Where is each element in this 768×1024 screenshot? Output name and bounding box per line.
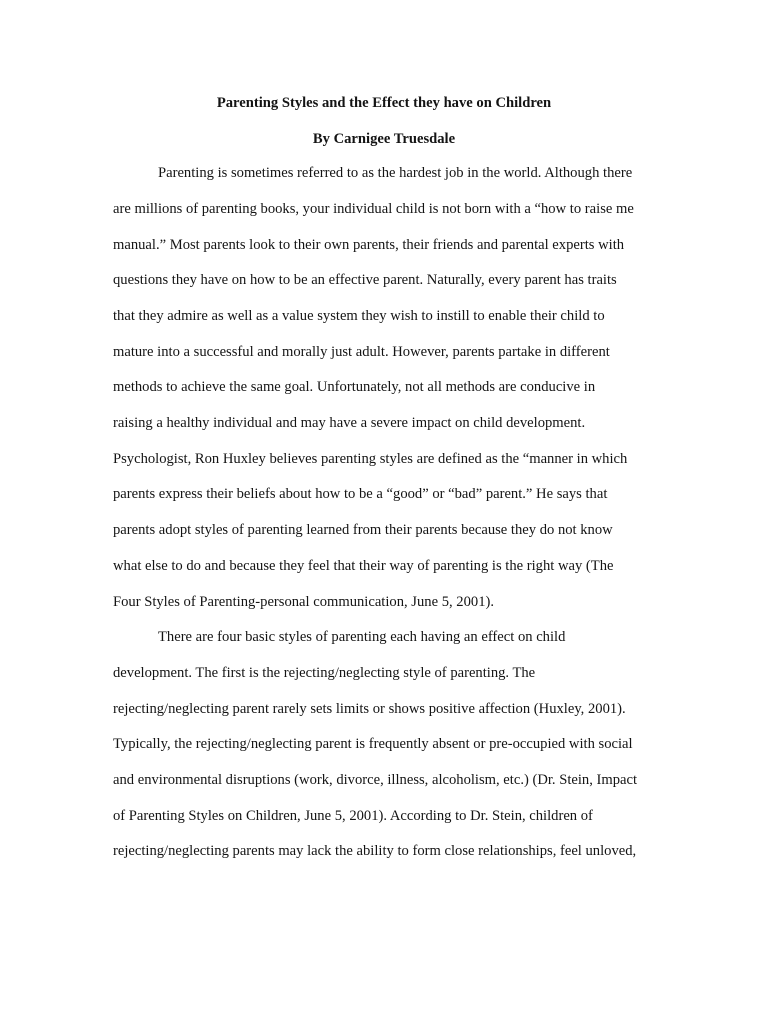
text-line: parents express their beliefs about how to be a “good” or “bad” parent.” He says that [113, 486, 608, 502]
text-line: parents adopt styles of parenting learned from their parents because they do not know [113, 522, 613, 538]
text-line: what else to do and because they feel that their way of parenting is the right way (The [113, 558, 614, 574]
text-line: There are four basic styles of parenting each having an effect on child [158, 629, 566, 645]
text-line: methods to achieve the same goal. Unfortunately, not all methods are conducive in [113, 379, 596, 395]
text-line: and environmental disruptions (work, divorce, illness, alcoholism, etc.) (Dr. Stein, Impact [113, 772, 638, 788]
text-line: are millions of parenting books, your individual child is not born with a “how to raise me [113, 201, 634, 217]
text-line: Typically, the rejecting/neglecting parent is frequently absent or pre-occupied with social [113, 736, 633, 752]
text-line: mature into a successful and morally just adult. However, parents partake in different [113, 344, 610, 360]
document-byline: By Carnigee Truesdale [312, 131, 456, 147]
text-line: rejecting/neglecting parent rarely sets limits or shows positive affection (Huxley, 2001). [113, 701, 626, 717]
text-line: questions they have on how to be an effective parent. Naturally, every parent has traits [113, 272, 617, 288]
text-line: that they admire as well as a value system they wish to instill to enable their child to [113, 308, 605, 324]
text-line: rejecting/neglecting parents may lack the ability to form close relationships, feel unloved, [113, 843, 637, 859]
text-line: raising a healthy individual and may have a severe impact on child development. [113, 415, 586, 431]
text-line: Parenting is sometimes referred to as the hardest job in the world. Although there [158, 165, 633, 181]
text-line: manual.” Most parents look to their own parents, their friends and parental experts with [113, 237, 625, 253]
text-line: Psychologist, Ron Huxley believes parenting styles are defined as the “manner in which [113, 451, 628, 467]
text-line: Four Styles of Parenting-personal communication, June 5, 2001). [113, 594, 494, 610]
text-line: of Parenting Styles on Children, June 5, 2001). According to Dr. Stein, children of [113, 808, 593, 824]
document-title: Parenting Styles and the Effect they have on Children [216, 95, 552, 111]
text-line: development. The first is the rejecting/neglecting style of parenting. The [113, 665, 536, 681]
